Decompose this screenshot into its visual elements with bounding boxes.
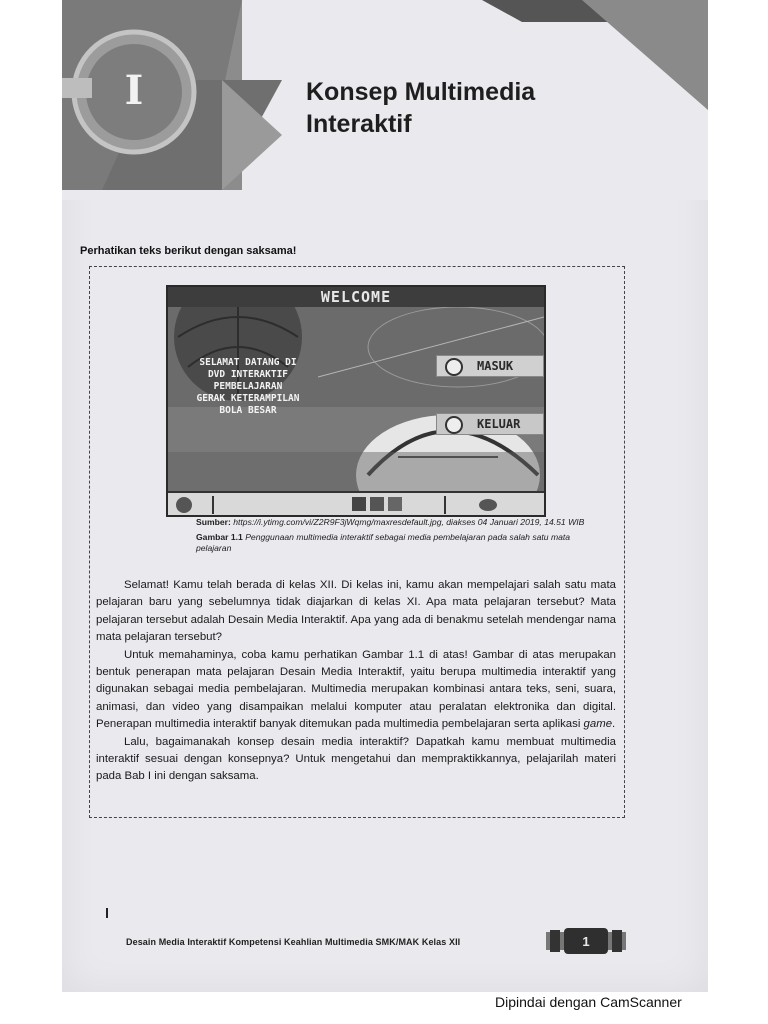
body-text xyxy=(96,577,616,786)
screen-header: WELCOME xyxy=(168,287,544,307)
exit-button-label: KELUAR xyxy=(477,417,521,431)
power-icon xyxy=(445,358,463,376)
figure-label: Gambar 1.1 xyxy=(196,531,243,542)
source-label: Sumber: xyxy=(196,517,231,527)
welcome-line: BOLA BESAR xyxy=(219,405,277,416)
page-number: 1 xyxy=(582,934,590,949)
chat-icon xyxy=(176,497,192,513)
chapter-title-line2: Interaktif xyxy=(306,110,412,138)
source-text: https://i.ytimg.com/vi/Z2R9F3jWqmg/maxresdefault.jpg, diakses 04 Januari 2019, 14.51 WIB xyxy=(233,517,585,527)
power-icon xyxy=(445,416,463,434)
welcome-line: PEMBELAJARAN xyxy=(213,381,283,392)
reading-box xyxy=(89,266,625,818)
intro-instruction: Perhatikan teks berikut dengan saksama! xyxy=(80,245,297,257)
welcome-message xyxy=(174,357,322,417)
paragraph-2-italic: game xyxy=(583,718,613,731)
enter-button-label: MASUK xyxy=(477,359,514,373)
paragraph-2-end: . xyxy=(612,718,616,731)
caption-figure xyxy=(196,532,596,555)
caption-source xyxy=(196,517,596,529)
paragraph-1: Selamat! Kamu telah berada di kelas XII. Di kelas ini, kamu akan mempelajari salah satu mata pelajaran baru yang sebelumnya tidak diajarkan di kelas XI. Apa mata pelajaran tersebut? Mata pelajaran tersebut adalah Desain Media Interaktif. Apa yang ada di benakmu setelah mendengar nama mata pelajaran tersebut? xyxy=(96,579,616,644)
eye-icon xyxy=(479,499,497,511)
paragraph-2-text: Untuk memahaminya, coba kamu perhatikan Gambar 1.1 di atas! Gambar di atas merupakan bentuk penerapan mata pelajaran Desain Media Interaktif, yaitu berupa multimedia interaktif yang digunakan sebagai media pembelajaran. Multimedia merupakan kombinasi antara teks, seni, suara, animasi, dan video yang disampaikan melalui komputer atau peralatan elektronika dan digital. Penerapan multimedia interaktif banyak ditemukan pada multimedia pembelajaran serta aplikasi xyxy=(96,648,616,731)
margin-mark xyxy=(106,908,108,918)
welcome-line: GERAK KETERAMPILAN xyxy=(196,393,300,404)
facebook-icon xyxy=(352,497,366,511)
exit-button xyxy=(436,413,544,435)
welcome-screen-image xyxy=(166,285,546,517)
chapter-title xyxy=(306,76,535,140)
twitter-icon xyxy=(370,497,384,511)
welcome-line: DVD INTERAKTIF xyxy=(207,369,289,380)
googleplus-icon xyxy=(388,497,402,511)
figure-caption xyxy=(196,517,596,555)
figure-text: Penggunaan multimedia interaktif sebagai media pembelajaran pada salah satu mata pelajaran xyxy=(196,531,571,553)
page-footer: Desain Media Interaktif Kompetensi Keahlian Multimedia SMK/MAK Kelas XII xyxy=(126,937,461,947)
screen-bottom-bar xyxy=(168,491,544,517)
chapter-number: I xyxy=(124,67,144,114)
welcome-line: SELAMAT DATANG DI xyxy=(199,357,297,368)
paragraph-3: Lalu, bagaimanakah konsep desain media interaktif? Dapatkah kamu membuat multimedia interaktif sesuai dengan konsepnya? Untuk mengetahui dan mempraktikkannya, pelajarilah materi pada Bab I ini dengan saksama. xyxy=(96,735,616,783)
book-page xyxy=(62,0,708,992)
scanner-watermark: Dipindai dengan CamScanner xyxy=(495,994,682,1010)
paragraph-2 xyxy=(96,647,616,734)
page-number-badge xyxy=(546,926,626,956)
chapter-title-line1: Konsep Multimedia xyxy=(306,78,536,106)
enter-button xyxy=(436,355,544,377)
